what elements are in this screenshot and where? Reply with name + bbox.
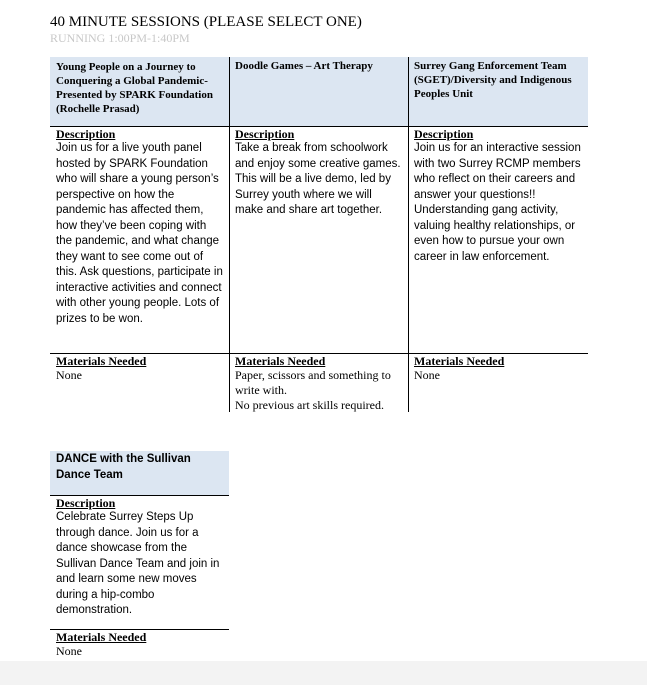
materials-label: Materials Needed <box>235 354 326 368</box>
description-text: Celebrate Surrey Steps Up through dance. Join us for a dance showcase from the Sullivan Dance Team and join in and learn some new moves during a hip-combo demonstration. <box>56 511 220 616</box>
session-1-description <box>50 127 229 327</box>
session-2-materials <box>229 354 408 413</box>
session-1-materials <box>50 354 229 383</box>
description-label: Description <box>235 127 295 141</box>
materials-text: None <box>414 368 440 382</box>
session-3-description <box>408 127 588 265</box>
materials-label: Materials Needed <box>56 354 147 368</box>
materials-text: None <box>56 368 82 382</box>
page-bottom-margin <box>0 661 647 685</box>
description-text: Join us for an interactive session with two Surrey RCMP members who reflect on their careers and answer your questions!! Understanding gang activity, valuing healthy relationships, or even how to pursue your own career in law enforcement. <box>414 142 581 263</box>
session-3-materials <box>408 354 588 383</box>
session-2-title: Doodle Games – Art Therapy <box>230 57 408 126</box>
description-label: Description <box>56 127 116 141</box>
materials-note: No previous art skills required. <box>235 398 384 412</box>
session-3-title: Surrey Gang Enforcement Team (SGET)/Diversity and Indigenous Peoples Unit <box>409 57 588 126</box>
session-2-description <box>229 127 408 219</box>
materials-label: Materials Needed <box>414 354 505 368</box>
page-subtitle: RUNNING 1:00PM-1:40PM <box>50 31 190 45</box>
materials-text: None <box>56 644 82 658</box>
description-label: Description <box>414 127 474 141</box>
session-4-title: DANCE with the Sullivan Dance Team <box>50 451 229 495</box>
description-label: Description <box>56 496 116 510</box>
materials-text: Paper, scissors and something to write with. <box>235 368 391 397</box>
session-1-title: Young People on a Journey to Conquering a Global Pandemic- Presented by SPARK Foundation (Rochelle Prasad) <box>50 57 229 126</box>
page-title: 40 MINUTE SESSIONS (PLEASE SELECT ONE) <box>50 14 362 30</box>
session-4-materials <box>50 630 229 659</box>
session-4-description <box>50 496 229 619</box>
materials-label: Materials Needed <box>56 630 147 644</box>
description-text: Join us for a live youth panel hosted by SPARK Foundation who will share a young person’s perspective on how the pandemic has affected them, how they’ve been coping with the pandemic, and what change they want to see come out of this. Ask questions, participate in interactive activities and connect with other young people. Lots of prizes to be won. <box>56 142 223 325</box>
description-text: Take a break from schoolwork and enjoy some creative games. This will be a live demo, led by Surrey youth where we will make and share art together. <box>235 142 401 216</box>
